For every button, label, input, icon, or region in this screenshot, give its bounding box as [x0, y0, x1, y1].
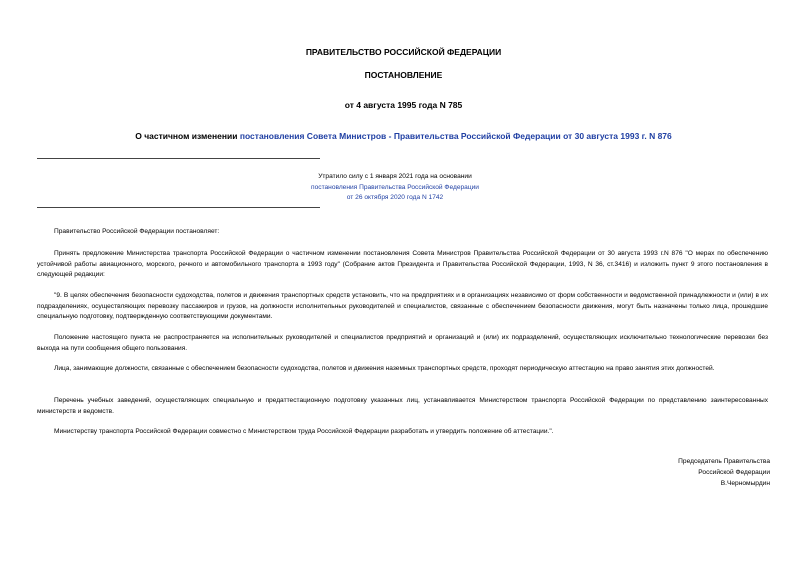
body-paragraph: Лица, занимающие должности, связанные с обеспечением безопасности судоходства, полетов и движения наземных транспортных средств, проходят периодическую аттестацию на право занятия этих должностей.: [54, 365, 715, 372]
signature-name: В.Черномырдин: [720, 480, 770, 487]
document-type-heading: ПОСТАНОВЛЕНИЕ: [364, 70, 443, 80]
body-paragraph: Положение настоящего пункта не распространяется на исполнительных руководителей и специалистов предприятий и организаций и (или) их подразделений, осуществляющих исключительно технологические перевозки без выхода на пути сообщения общего пользования.: [37, 334, 768, 352]
signature-block: [570, 456, 770, 489]
repeal-notice-line: Утратило силу с 1 января 2021 года на основании: [318, 173, 472, 180]
document-date-number: от 4 августа 1995 года N 785: [344, 100, 463, 110]
title-prefix: О частичном изменении: [135, 131, 240, 141]
document-title: [0, 131, 807, 141]
repeal-notice-link[interactable]: постановления Правительства Российской Федерации: [311, 183, 479, 191]
signature-organization: Российской Федерации: [698, 469, 770, 476]
title-reference-link[interactable]: постановления Совета Министров - Правительства Российской Федерации от 30 августа 1993 г. N 876: [239, 131, 672, 141]
body-paragraph: "9. В целях обеспечения безопасности судоходства, полетов и движения транспортных средств установить, что на предприятиях и в организациях независимо от форм собственности и ведомственной принадлежности и (или) в их подразделениях, осуществляющих перевозку пассажиров и грузов, на должности исполнительных руководителей и специалистов, связанные с обеспечением безопасности движения, могут быть назначены только лица, прошедшие специальную подготовку, подтвержденную соответствующими документами.: [37, 292, 768, 321]
body-paragraph: Министерству транспорта Российской Федерации совместно с Министерством труда Российской Федерации разработать и утвердить положение об аттестации.".: [54, 428, 554, 435]
repeal-notice: [250, 172, 540, 204]
body-paragraph: Перечень учебных заведений, осуществляющих специальную и предаттестационную подготовку указанных лиц, устанавливается Министерством транспорта Российской Федерации по представлению заинтересованных министерств и ведомств.: [37, 397, 768, 415]
government-heading: ПРАВИТЕЛЬСТВО РОССИЙСКОЙ ФЕДЕРАЦИИ: [305, 47, 502, 57]
body-paragraph: Принять предложение Министерства транспорта Российской Федерации о частичном изменении постановления Совета Министров Правительства Российской Федерации от 30 августа 1993 г.N 876 "О мерах по обеспечению устойчивой работы авиационного, морского, речного и автомобильного транспорта в 1993 году" (Собрание актов Президента и Правительства Российской Федерации, 1993, N 36, ст.3416) и изложить пункт 9 этого постановления в следующей редакции:: [37, 250, 768, 279]
body-paragraph: Правительство Российской Федерации постановляет:: [54, 228, 220, 235]
divider-top: [37, 158, 320, 159]
signature-position: Председатель Правительства: [678, 458, 770, 465]
repeal-notice-link-date[interactable]: от 26 октября 2020 года N 1742: [346, 194, 444, 201]
divider-bottom: [37, 207, 320, 208]
